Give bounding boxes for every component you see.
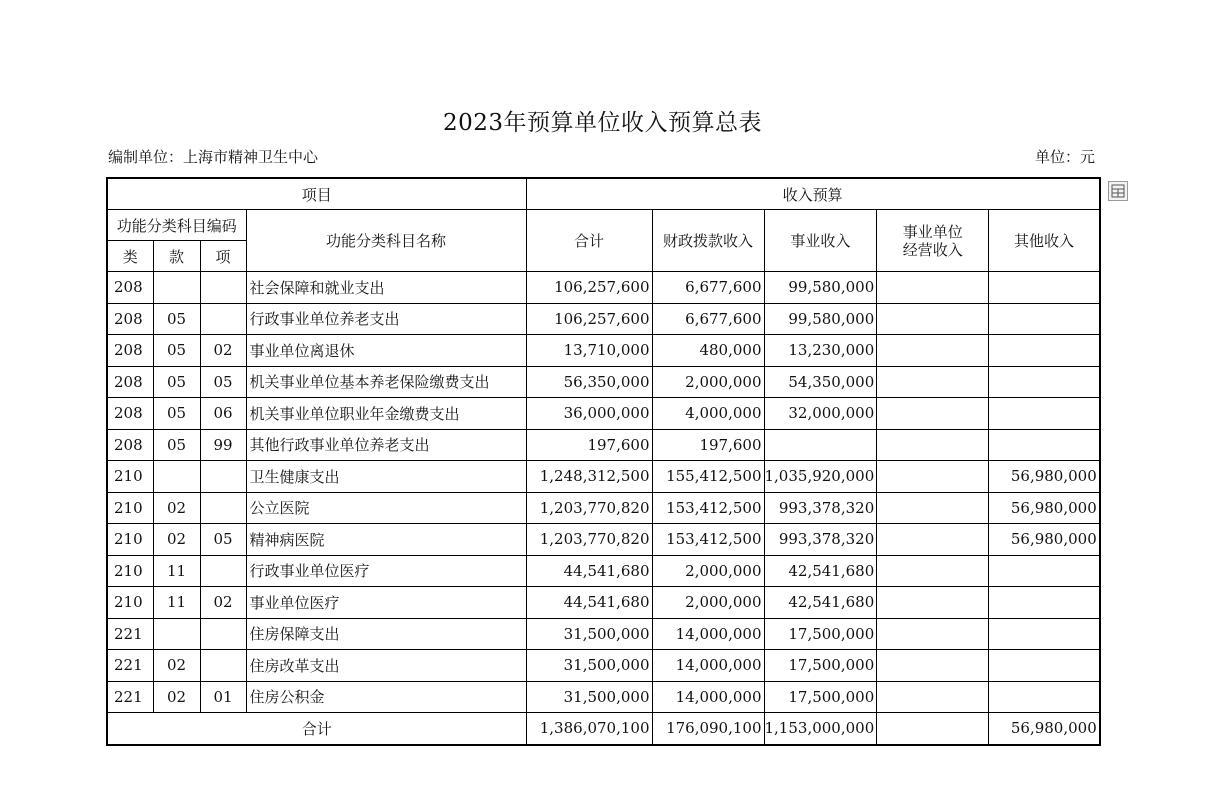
header-business: 事业收入 (764, 210, 877, 272)
code-lei-cell: 221 (107, 618, 153, 650)
fiscal-cell: 14,000,000 (652, 650, 764, 682)
other-cell (989, 555, 1100, 587)
code-xiang-cell: 99 (200, 429, 246, 461)
item-name-cell: 卫生健康支出 (246, 461, 526, 493)
operation-cell (877, 335, 989, 367)
business-cell: 993,378,320 (764, 492, 877, 524)
operation-cell (877, 618, 989, 650)
operation-cell (877, 303, 989, 335)
header-project: 项目 (107, 178, 526, 210)
code-lei-cell: 208 (107, 366, 153, 398)
page-title: 2023年预算单位收入预算总表 (442, 110, 763, 136)
business-cell: 32,000,000 (764, 398, 877, 430)
item-name-cell: 社会保障和就业支出 (246, 272, 526, 304)
total-cell: 31,500,000 (526, 681, 652, 713)
code-kuan-cell (153, 272, 200, 304)
table-view-icon[interactable] (1108, 181, 1128, 201)
header-code-group: 功能分类科目编码 (107, 210, 246, 241)
other-cell (989, 429, 1100, 461)
total-cell: 13,710,000 (526, 335, 652, 367)
header-other: 其他收入 (989, 210, 1100, 272)
table-row (107, 461, 1100, 493)
fiscal-cell: 6,677,600 (652, 303, 764, 335)
code-lei-cell: 210 (107, 492, 153, 524)
other-cell: 56,980,000 (989, 524, 1100, 556)
grand-total-other-cell: 56,980,000 (989, 713, 1100, 745)
code-xiang-cell: 01 (200, 681, 246, 713)
fiscal-cell: 6,677,600 (652, 272, 764, 304)
code-xiang-cell (200, 555, 246, 587)
fiscal-cell: 2,000,000 (652, 366, 764, 398)
header-lei: 类 (107, 241, 153, 272)
operation-cell (877, 398, 989, 430)
code-xiang-cell (200, 492, 246, 524)
code-kuan-cell: 11 (153, 555, 200, 587)
total-cell: 1,248,312,500 (526, 461, 652, 493)
item-name-cell: 其他行政事业单位养老支出 (246, 429, 526, 461)
header-fiscal: 财政拨款收入 (652, 210, 764, 272)
fiscal-cell: 480,000 (652, 335, 764, 367)
business-cell: 17,500,000 (764, 681, 877, 713)
other-cell (989, 618, 1100, 650)
grand-total-row (107, 713, 1100, 745)
budget-table (106, 177, 1101, 746)
code-xiang-cell (200, 303, 246, 335)
business-cell: 54,350,000 (764, 366, 877, 398)
total-cell: 44,541,680 (526, 587, 652, 619)
fiscal-cell: 14,000,000 (652, 618, 764, 650)
code-kuan-cell (153, 461, 200, 493)
grand-total-operation-cell (877, 713, 989, 745)
business-cell: 17,500,000 (764, 618, 877, 650)
grand-total-total-cell: 1,386,070,100 (526, 713, 652, 745)
operation-cell (877, 429, 989, 461)
code-kuan-cell: 11 (153, 587, 200, 619)
header-total: 合计 (526, 210, 652, 272)
header-income-budget: 收入预算 (526, 178, 1100, 210)
fiscal-cell: 155,412,500 (652, 461, 764, 493)
table-row (107, 272, 1100, 304)
operation-cell (877, 587, 989, 619)
total-cell: 106,257,600 (526, 272, 652, 304)
item-name-cell: 住房改革支出 (246, 650, 526, 682)
other-cell (989, 398, 1100, 430)
table-row (107, 555, 1100, 587)
table-row (107, 650, 1100, 682)
table-row (107, 618, 1100, 650)
total-cell: 44,541,680 (526, 555, 652, 587)
fiscal-cell: 197,600 (652, 429, 764, 461)
total-cell: 31,500,000 (526, 650, 652, 682)
total-cell: 36,000,000 (526, 398, 652, 430)
item-name-cell: 事业单位医疗 (246, 587, 526, 619)
unit-label: 单位：元 (1034, 148, 1095, 166)
code-xiang-cell: 02 (200, 335, 246, 367)
header-kuan: 款 (153, 241, 200, 272)
item-name-cell: 行政事业单位养老支出 (246, 303, 526, 335)
code-lei-cell: 208 (107, 303, 153, 335)
header-operation: 事业单位经营收入 (877, 210, 989, 272)
item-name-cell: 住房公积金 (246, 681, 526, 713)
operation-cell (877, 555, 989, 587)
item-name-cell: 事业单位离退休 (246, 335, 526, 367)
other-cell (989, 587, 1100, 619)
code-xiang-cell: 05 (200, 524, 246, 556)
other-cell: 56,980,000 (989, 461, 1100, 493)
header-row-2 (107, 210, 1100, 241)
code-kuan-cell: 05 (153, 303, 200, 335)
code-kuan-cell: 05 (153, 398, 200, 430)
code-lei-cell: 208 (107, 335, 153, 367)
table-row (107, 587, 1100, 619)
other-cell (989, 335, 1100, 367)
code-kuan-cell: 02 (153, 650, 200, 682)
header-row-1 (107, 178, 1100, 210)
other-cell (989, 366, 1100, 398)
business-cell: 42,541,680 (764, 587, 877, 619)
total-cell: 197,600 (526, 429, 652, 461)
item-name-cell: 住房保障支出 (246, 618, 526, 650)
fiscal-cell: 4,000,000 (652, 398, 764, 430)
item-name-cell: 行政事业单位医疗 (246, 555, 526, 587)
operation-cell (877, 681, 989, 713)
business-cell: 99,580,000 (764, 272, 877, 304)
operation-cell (877, 272, 989, 304)
business-cell: 1,035,920,000 (764, 461, 877, 493)
code-xiang-cell (200, 461, 246, 493)
grand-total-business-cell: 1,153,000,000 (764, 713, 877, 745)
grand-total-label: 合计 (107, 713, 526, 745)
code-lei-cell: 208 (107, 398, 153, 430)
code-lei-cell: 210 (107, 587, 153, 619)
fiscal-cell: 2,000,000 (652, 587, 764, 619)
operation-cell (877, 524, 989, 556)
operation-cell (877, 366, 989, 398)
table-row (107, 303, 1100, 335)
fiscal-cell: 2,000,000 (652, 555, 764, 587)
code-lei-cell: 210 (107, 461, 153, 493)
other-cell (989, 272, 1100, 304)
code-kuan-cell: 02 (153, 524, 200, 556)
other-cell (989, 650, 1100, 682)
code-kuan-cell (153, 618, 200, 650)
fiscal-cell: 14,000,000 (652, 681, 764, 713)
code-lei-cell: 210 (107, 524, 153, 556)
business-cell: 42,541,680 (764, 555, 877, 587)
code-kuan-cell: 05 (153, 429, 200, 461)
total-cell: 106,257,600 (526, 303, 652, 335)
code-xiang-cell: 06 (200, 398, 246, 430)
total-cell: 31,500,000 (526, 618, 652, 650)
fiscal-cell: 153,412,500 (652, 492, 764, 524)
business-cell (764, 429, 877, 461)
item-name-cell: 精神病医院 (246, 524, 526, 556)
business-cell: 17,500,000 (764, 650, 877, 682)
business-cell: 99,580,000 (764, 303, 877, 335)
operation-cell (877, 650, 989, 682)
table-row (107, 681, 1100, 713)
code-kuan-cell: 02 (153, 492, 200, 524)
table-row (107, 335, 1100, 367)
item-name-cell: 公立医院 (246, 492, 526, 524)
organization-label: 编制单位：上海市精神卫生中心 (108, 148, 319, 166)
code-xiang-cell (200, 272, 246, 304)
code-xiang-cell (200, 618, 246, 650)
code-lei-cell: 221 (107, 681, 153, 713)
header-name: 功能分类科目名称 (246, 210, 526, 272)
code-lei-cell: 208 (107, 272, 153, 304)
other-cell (989, 303, 1100, 335)
fiscal-cell: 153,412,500 (652, 524, 764, 556)
item-name-cell: 机关事业单位基本养老保险缴费支出 (246, 366, 526, 398)
code-xiang-cell (200, 650, 246, 682)
business-cell: 13,230,000 (764, 335, 877, 367)
code-kuan-cell: 02 (153, 681, 200, 713)
table-row (107, 524, 1100, 556)
code-lei-cell: 221 (107, 650, 153, 682)
other-cell: 56,980,000 (989, 492, 1100, 524)
code-kuan-cell: 05 (153, 335, 200, 367)
operation-cell (877, 492, 989, 524)
business-cell: 993,378,320 (764, 524, 877, 556)
total-cell: 1,203,770,820 (526, 524, 652, 556)
other-cell (989, 681, 1100, 713)
grand-total-fiscal-cell: 176,090,100 (652, 713, 764, 745)
code-xiang-cell: 02 (200, 587, 246, 619)
table-row (107, 492, 1100, 524)
code-lei-cell: 210 (107, 555, 153, 587)
code-kuan-cell: 05 (153, 366, 200, 398)
item-name-cell: 机关事业单位职业年金缴费支出 (246, 398, 526, 430)
total-cell: 56,350,000 (526, 366, 652, 398)
table-row (107, 398, 1100, 430)
code-xiang-cell: 05 (200, 366, 246, 398)
operation-cell (877, 461, 989, 493)
code-lei-cell: 208 (107, 429, 153, 461)
table-row (107, 366, 1100, 398)
table-row (107, 429, 1100, 461)
total-cell: 1,203,770,820 (526, 492, 652, 524)
header-xiang: 项 (200, 241, 246, 272)
